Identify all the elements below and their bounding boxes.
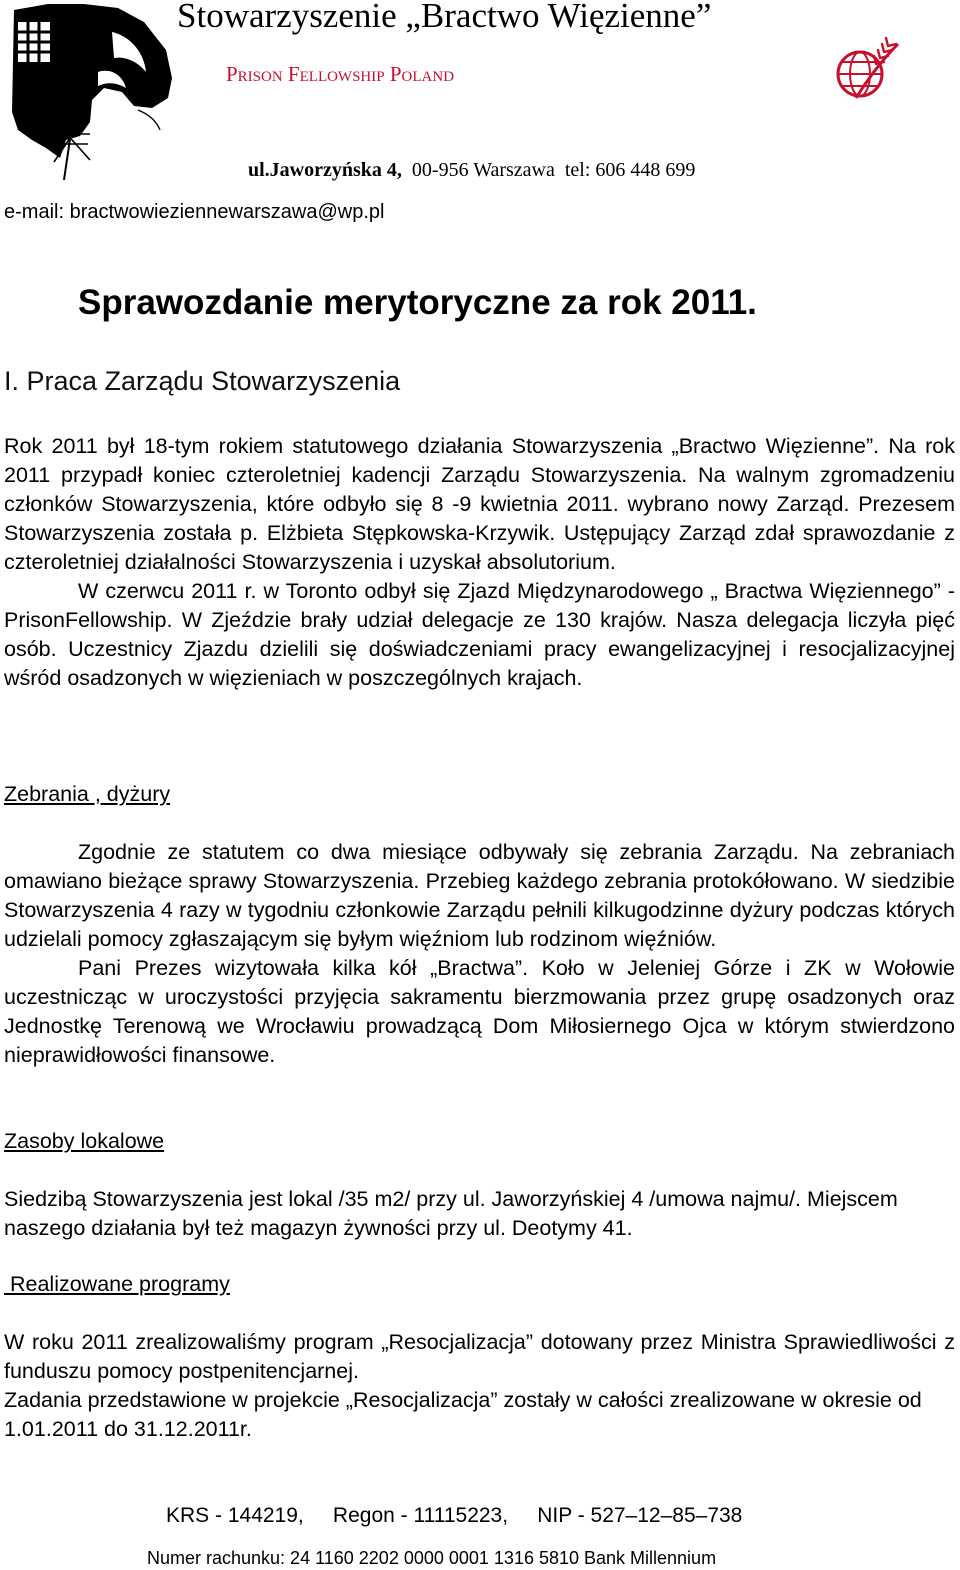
organization-name: Stowarzyszenie „Bractwo Więzienne” [177, 0, 712, 35]
premises-paragraph: Siedzibą Stowarzyszenia jest lokal /35 m2/ przy ul. Jaworzyńskiej 4 /umowa najmu/. Miejscem naszego działania był też magazyn żywności przy ul. Deotymy 41. [4, 1187, 898, 1240]
premises-heading: Zasoby lokalowe [4, 1129, 165, 1153]
meetings-heading: Zebrania , dyżury [4, 782, 171, 806]
footer-bank-account: Numer rachunku: 24 1160 2202 0000 0001 1316 5810 Bank Millennium [147, 1548, 717, 1568]
organization-email: e-mail: bractwowieziennewarszawa@wp.pl [4, 201, 385, 223]
report-title: Sprawozdanie merytoryczne za rok 2011. [78, 283, 757, 322]
intro-section [4, 432, 955, 693]
organization-address [248, 157, 695, 183]
prison-bars-figure-logo [6, 2, 176, 182]
programs-heading: Realizowane programy [4, 1272, 230, 1296]
programs-paragraph-2: Zadania przedstawione w projekcie „Resocjalizacja” zostały w całości zrealizowane w okresie od 1.01.2011 do 31.12.2011r. [4, 1388, 922, 1441]
address-city-phone: 00-956 Warszawa tel: 606 448 699 [401, 159, 696, 181]
section-heading: I. Praca Zarządu Stowarzyszenia [4, 366, 401, 396]
intro-paragraph-1: Rok 2011 był 18-tym rokiem statutowego działania Stowarzyszenia „Bractwo Więzienne”. Na rok 2011 przypadł koniec czteroletniej kadencji Zarządu Stowarzyszenia. Na walnym zgromadzeniu członków Stowarzyszenia, które odbyło się 8 -9 kwietnia 2011. wybrano nowy Zarząd. Prezesem Stowarzyszenia została p. Elżbieta Stępkowska-Krzywik. Ustępujący Zarząd zdał sprawozdanie z czteroletniej działalności Stowarzyszenia i uzyskał absolutorium. [4, 434, 955, 574]
footer-registry-numbers: KRS - 144219, Regon - 11115223, NIP - 527–12–85–738 [166, 1504, 743, 1527]
meetings-paragraph-2: Pani Prezes wizytowała kilka kół „Bractwa”. Koło w Jeleniej Górze i ZK w Wołowie uczestnicząc w uroczystości przyjęcia sakramentu bierzmowania przez grupę osadzonych oraz Jednostkę Terenową we Wrocławiu prowadzącą Dom Miłosiernego Ojca w którym stwierdzono nieprawidłowości finansowe. [4, 956, 955, 1067]
globe-wheat-logo [832, 34, 906, 104]
premises-section [4, 1185, 955, 1243]
address-street: ul.Jaworzyńska 4, [248, 159, 402, 181]
organization-subtitle: Prison Fellowship Poland [226, 62, 455, 86]
programs-section [4, 1328, 955, 1444]
meetings-section [4, 838, 955, 1070]
programs-paragraph-1: W roku 2011 zrealizowaliśmy program „Resocjalizacja” dotowany przez Ministra Sprawiedliwości z funduszu pomocy postpenitencjarnej. [4, 1330, 955, 1383]
intro-paragraph-2: W czerwcu 2011 r. w Toronto odbył się Zjazd Międzynarodowego „ Bractwa Więziennego” - PrisonFellowship. W Zjeździe brały udział delegacje ze 130 krajów. Nasza delegacja liczyła pięć osób. Uczestnicy Zjazdu dzielili się doświadczeniami pracy ewangelizacyjnej i resocjalizacyjnej wśród osadzonych w więzieniach w poszczególnych krajach. [4, 579, 955, 690]
meetings-paragraph-1: Zgodnie ze statutem co dwa miesiące odbywały się zebrania Zarządu. Na zebraniach omawiano bieżące sprawy Stowarzyszenia. Przebieg każdego zebrania protokółowano. W siedzibie Stowarzyszenia 4 razy w tygodniu członkowie Zarządu pełnili kilkugodzinne dyżury podczas których udzielali pomocy zgłaszającym się byłym więźniom lub rodzinom więźniów. [4, 840, 955, 951]
